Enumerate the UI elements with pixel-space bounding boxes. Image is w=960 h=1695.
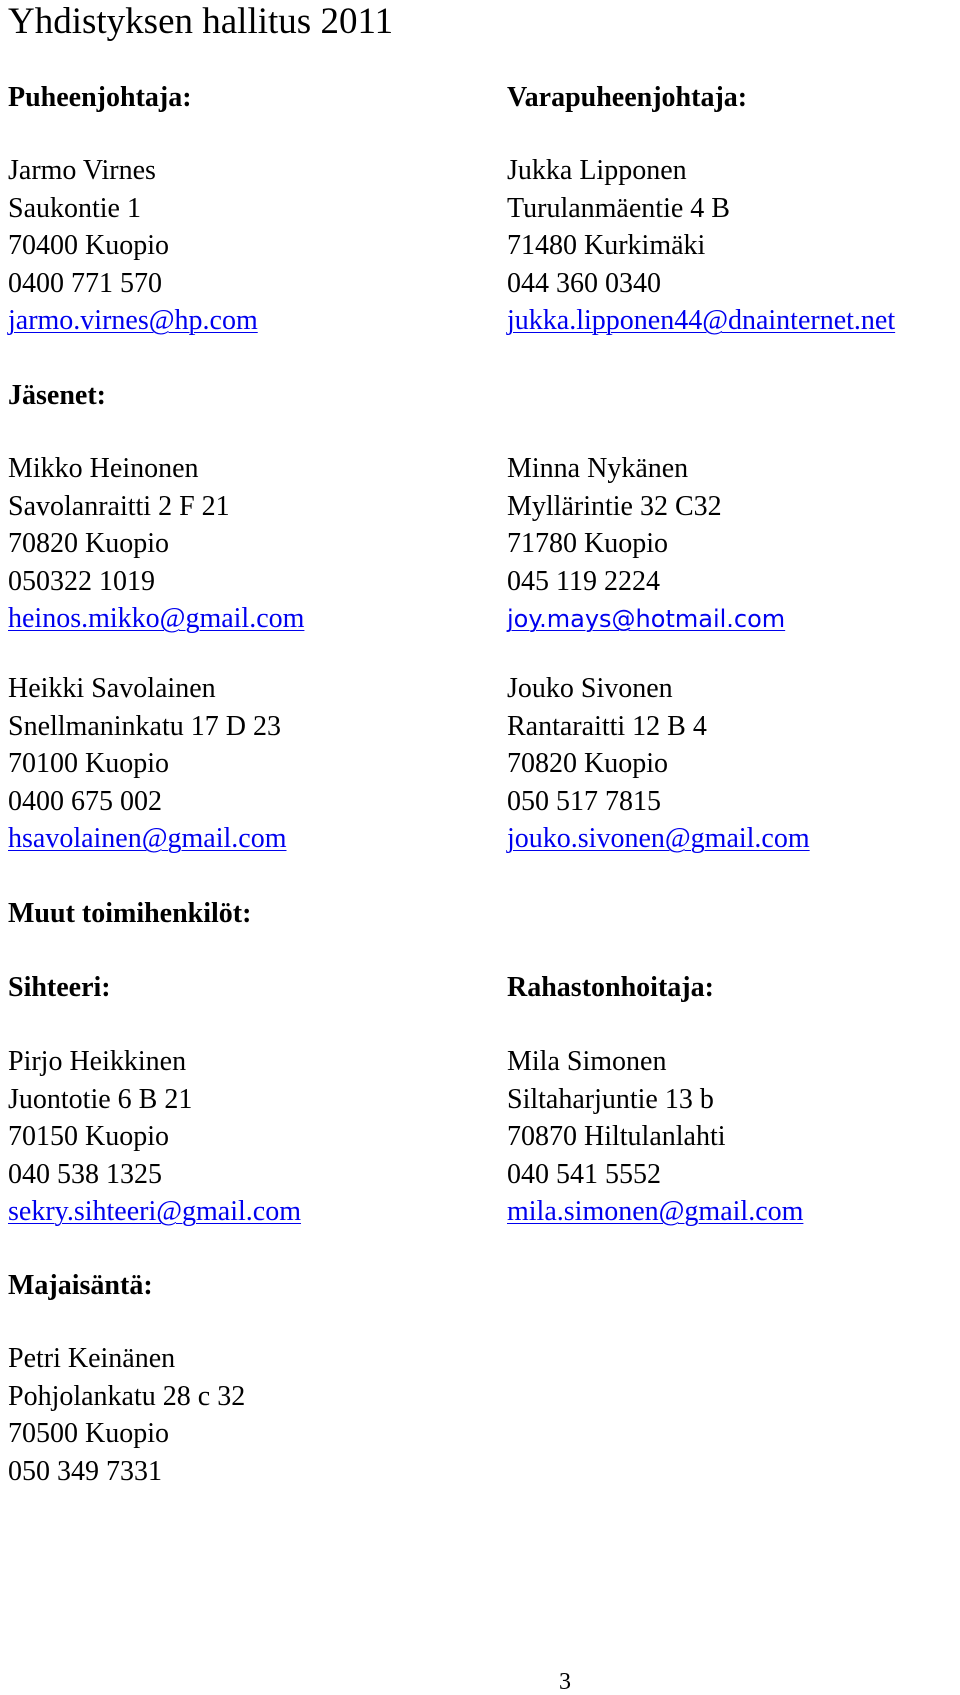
treasurer-heading: Rahastonhoitaja: [507,972,714,1003]
member-name: Heikki Savolainen [8,673,216,704]
member-email-link[interactable]: jouko.sivonen@gmail.com [507,823,810,854]
lodge-host-name: Petri Keinänen [8,1343,176,1374]
member-street: Savolanraitti 2 F 21 [8,490,230,522]
member-street: Myllärintie 32 C32 [507,490,722,522]
member-name: Mikko Heinonen [8,453,199,484]
treasurer-email-link[interactable]: mila.simonen@gmail.com [507,1196,804,1227]
member-email-link[interactable]: heinos.mikko@gmail.com [8,603,305,634]
other-officials-heading: Muut toimihenkilöt: [8,898,252,929]
lodge-host-contact [8,1340,245,1490]
lodge-host-city: 70500 Kuopio [8,1418,169,1449]
member-street: Rantaraitti 12 B 4 [507,710,707,742]
member-phone: 050 517 7815 [507,785,661,817]
lodge-host-phone: 050 349 7331 [8,1455,162,1487]
secretary-street: Juontotie 6 B 21 [8,1083,193,1115]
member-city: 70820 Kuopio [507,748,668,779]
chair-city: 70400 Kuopio [8,230,169,261]
member-phone: 0400 675 002 [8,785,162,817]
treasurer-street: Siltaharjuntie 13 b [507,1083,714,1115]
treasurer-name: Mila Simonen [507,1046,667,1077]
member-email-link[interactable]: joy.mays@hotmail.com [507,605,786,633]
vice-chair-street: Turulanmäentie 4 B [507,192,730,224]
secretary-phone: 040 538 1325 [8,1158,162,1190]
member-contact [8,670,287,858]
secretary-email-link[interactable]: sekry.sihteeri@gmail.com [8,1196,302,1227]
page-number: 3 [559,1669,571,1695]
chair-name: Jarmo Virnes [8,155,156,186]
treasurer-phone: 040 541 5552 [507,1158,661,1190]
secretary-contact [8,1043,301,1231]
member-contact [507,670,810,858]
member-name: Minna Nykänen [507,453,689,484]
lodge-host-heading: Majaisäntä: [8,1270,153,1301]
secretary-name: Pirjo Heikkinen [8,1046,187,1077]
lodge-host-street: Pohjolankatu 28 c 32 [8,1380,246,1412]
chair-email-link[interactable]: jarmo.virnes@hp.com [8,305,258,336]
chair-contact [8,152,258,340]
treasurer-city: 70870 Hiltulanlahti [507,1121,726,1152]
member-street: Snellmaninkatu 17 D 23 [8,710,281,742]
member-city: 70820 Kuopio [8,528,169,559]
member-phone: 050322 1019 [8,565,155,597]
member-email-link[interactable]: hsavolainen@gmail.com [8,823,287,854]
members-heading: Jäsenet: [8,380,106,411]
secretary-city: 70150 Kuopio [8,1121,169,1152]
vice-chair-heading: Varapuheenjohtaja: [507,82,748,113]
member-contact [8,450,304,638]
chair-phone: 0400 771 570 [8,267,162,299]
vice-chair-email-link[interactable]: jukka.lipponen44@dnainternet.net [507,305,896,336]
member-name: Jouko Sivonen [507,673,673,704]
vice-chair-contact [507,152,895,340]
member-contact [507,450,785,638]
secretary-heading: Sihteeri: [8,972,111,1003]
page-title: Yhdistyksen hallitus 2011 [8,1,394,42]
member-city: 70100 Kuopio [8,748,169,779]
treasurer-contact [507,1043,803,1231]
vice-chair-phone: 044 360 0340 [507,267,661,299]
member-city: 71780 Kuopio [507,528,668,559]
chair-street: Saukontie 1 [8,192,141,224]
vice-chair-city: 71480 Kurkimäki [507,230,706,261]
chair-heading: Puheenjohtaja: [8,82,192,113]
vice-chair-name: Jukka Lipponen [507,155,687,186]
member-phone: 045 119 2224 [507,565,660,597]
